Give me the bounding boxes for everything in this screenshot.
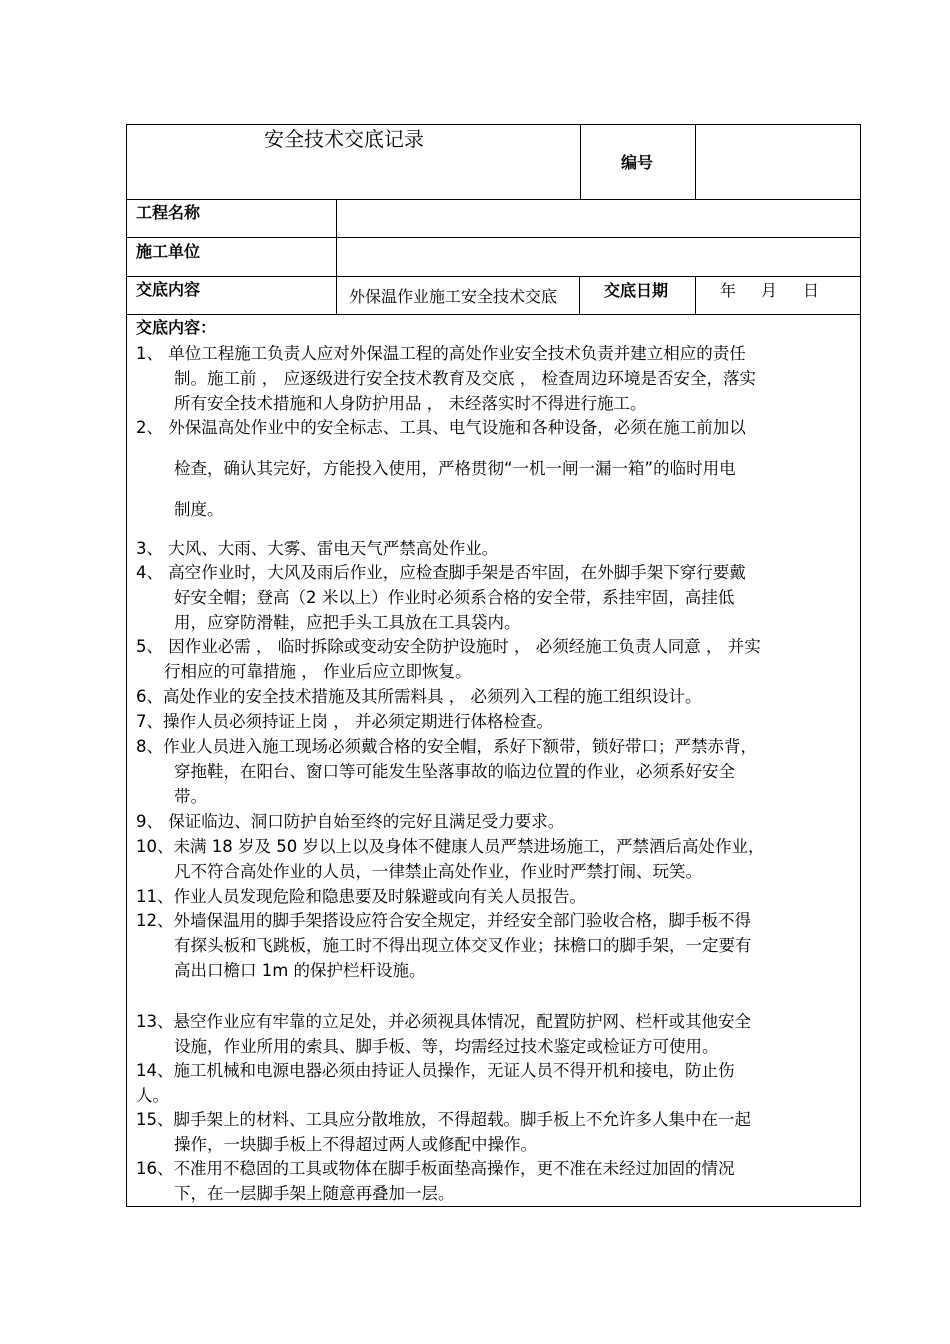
column-divider bbox=[579, 276, 580, 314]
content-line: 9、 保证临边、洞口防护自始至终的完好且满足受力要求。 bbox=[136, 812, 565, 831]
content-line: 1、 单位工程施工负责人应对外保温工程的高处作业安全技术负责并建立相应的责任 bbox=[136, 344, 746, 363]
content-line: 穿拖鞋，在阳台、窗口等可能发生坠落事故的临边位置的作业，必须系好安全 bbox=[174, 762, 735, 781]
content-line: 有探头板和飞跳板，施工时不得出现立体交叉作业；抹檐口的脚手架，一定要有 bbox=[174, 936, 752, 955]
content-line: 凡不符合高处作业的人员，一律禁止高处作业，作业时严禁打闹、玩笑。 bbox=[174, 862, 702, 881]
form-title: 安全技术交底记录 bbox=[264, 127, 424, 151]
content-line: 2、 外保温高处作业中的安全标志、工具、电气设施和各种设备，必须在施工前加以 bbox=[136, 418, 746, 437]
content-line: 16、不准用不稳固的工具或物体在脚手板面垫高操作，更不准在未经过加固的情况 bbox=[136, 1159, 735, 1178]
column-divider bbox=[336, 199, 337, 314]
column-divider bbox=[695, 276, 696, 314]
content-line: 所有安全技术措施和人身防护用品 ， 未经落实时不得进行施工。 bbox=[174, 394, 647, 413]
content-line: 检查，确认其完好，方能投入使用，严格贯彻“一机一闸一漏一箱”的临时用电 bbox=[174, 459, 736, 478]
content-line: 制。施工前 ， 应逐级进行安全技术教育及交底 ， 检查周边环境是否安全，落实 bbox=[174, 369, 756, 388]
row-divider bbox=[126, 276, 861, 277]
date-month: 月 bbox=[761, 281, 778, 300]
row-divider bbox=[126, 237, 861, 238]
number-label: 编号 bbox=[621, 153, 654, 172]
content-heading: 交底内容： bbox=[136, 318, 217, 337]
date-day: 日 bbox=[803, 281, 820, 300]
content-line: 4、 高空作业时，大风及雨后作业，应检查脚手架是否牢固，在外脚手架下穿行要戴 bbox=[136, 563, 746, 582]
briefing-content-label: 交底内容 bbox=[136, 280, 201, 299]
column-divider bbox=[695, 124, 696, 199]
content-line: 14、施工机械和电源电器必须由持证人员操作，无证人员不得开机和接电，防止伤 bbox=[136, 1061, 735, 1080]
project-name-label: 工程名称 bbox=[136, 203, 201, 222]
content-line: 制度。 bbox=[174, 500, 224, 519]
content-line: 用，应穿防滑鞋，应把手头工具放在工具袋内。 bbox=[174, 613, 521, 632]
content-line: 行相应的可靠措施 ， 作业后应立即恢复。 bbox=[164, 662, 472, 681]
column-divider bbox=[580, 124, 581, 199]
briefing-content-value: 外保温作业施工安全技术交底 bbox=[349, 287, 558, 306]
date-year: 年 bbox=[720, 281, 737, 300]
content-line: 11、作业人员发现危险和隐患要及时躲避或向有关人员报告。 bbox=[136, 887, 586, 906]
content-line: 15、脚手架上的材料、工具应分散堆放，不得超载。脚手板上不允许多人集中在一起 bbox=[136, 1110, 751, 1129]
content-line: 13、悬空作业应有牢靠的立足处，并必须视具体情况，配置防护网、栏杆或其他安全 bbox=[136, 1012, 751, 1031]
content-line: 下，在一层脚手架上随意再叠加一层。 bbox=[174, 1184, 455, 1203]
content-line: 10、未满 18 岁及 50 岁以上以及身体不健康人员严禁进场施工，严禁酒后高处作业， bbox=[136, 837, 765, 856]
content-line: 6、高处作业的安全技术措施及其所需料具 ， 必须列入工程的施工组织设计。 bbox=[136, 687, 702, 706]
content-line: 高出口檐口 1m 的保护栏杆设施。 bbox=[174, 961, 426, 980]
content-line: 操作，一块脚手板上不得超过两人或修配中操作。 bbox=[174, 1135, 537, 1154]
construction-unit-label: 施工单位 bbox=[136, 242, 201, 261]
content-line: 带。 bbox=[174, 787, 207, 806]
row-divider bbox=[126, 199, 861, 200]
briefing-date-label: 交底日期 bbox=[604, 281, 669, 300]
content-line: 设施，作业所用的索具、脚手板、等，均需经过技术鉴定或检证方可使用。 bbox=[174, 1037, 719, 1056]
content-line: 12、外墙保温用的脚手架搭设应符合安全规定，并经安全部门验收合格，脚手板不得 bbox=[136, 911, 751, 930]
content-line: 好安全帽；登高（2 米以上）作业时必须系合格的安全带，系挂牢固，高挂低 bbox=[174, 588, 735, 607]
content-line: 3、 大风、大雨、大雾、雷电天气严禁高处作业。 bbox=[136, 539, 499, 558]
row-divider bbox=[126, 314, 861, 315]
content-line: 7、操作人员必须持证上岗 ， 并必须定期进行体格检查。 bbox=[136, 712, 553, 731]
content-line: 8、作业人员进入施工现场必须戴合格的安全帽，系好下额带，锁好带口；严禁赤背， bbox=[136, 737, 757, 756]
content-line: 5、 因作业必需 ， 临时拆除或变动安全防护设施时 ， 必须经施工负责人同意 ， 并实 bbox=[136, 637, 761, 656]
content-line: 人。 bbox=[136, 1086, 169, 1105]
